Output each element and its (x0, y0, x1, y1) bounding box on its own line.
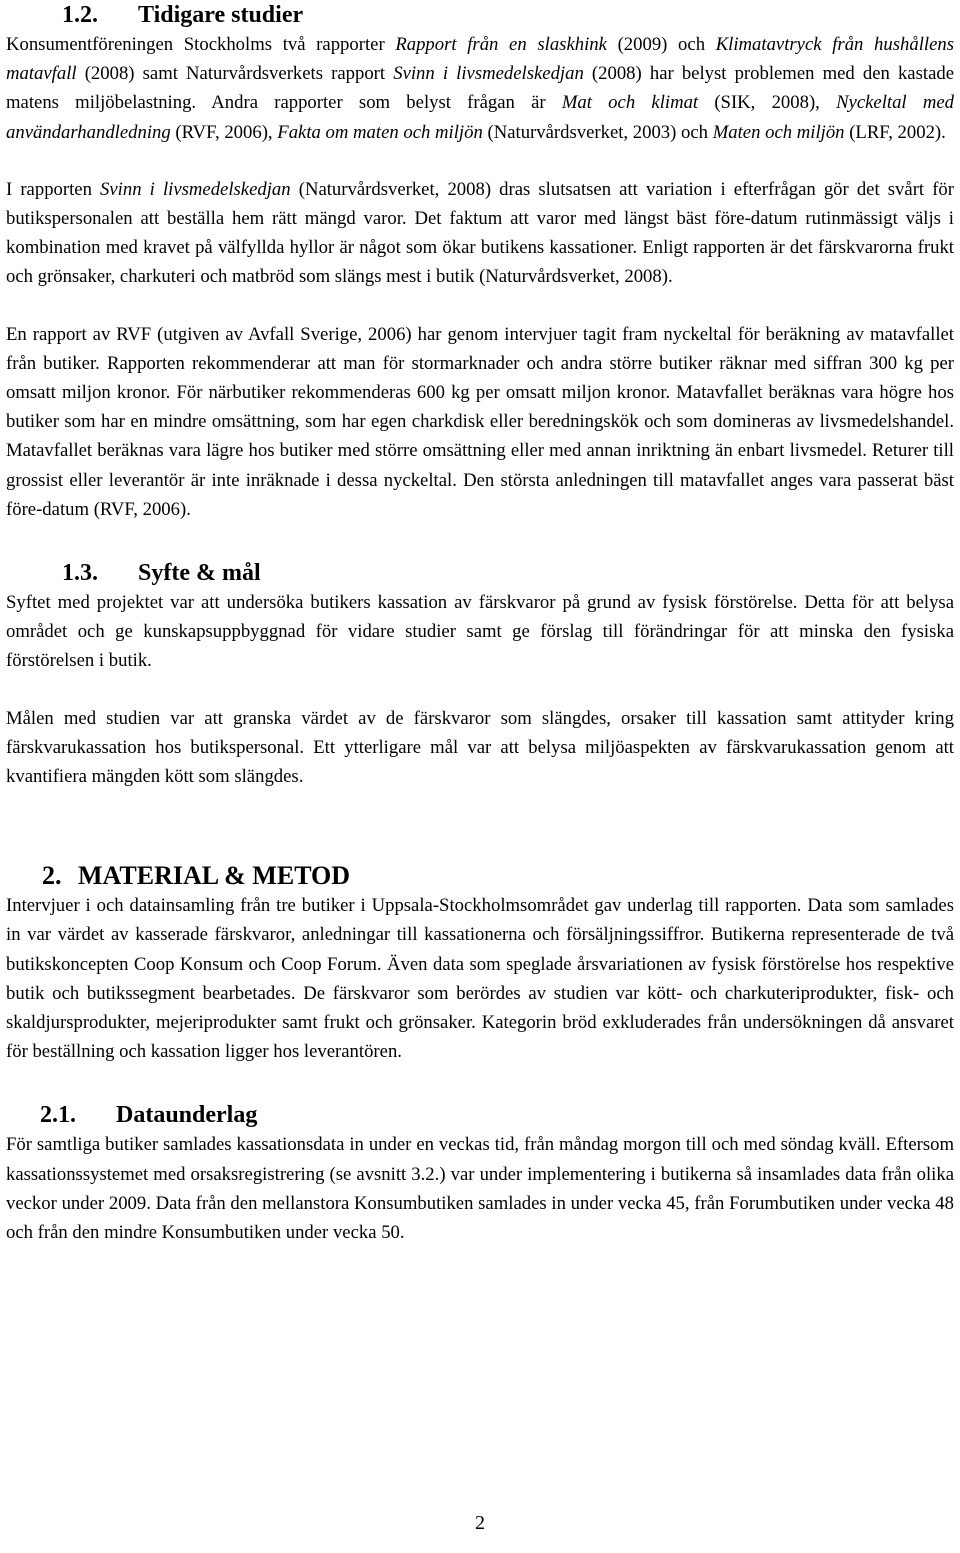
section-number: 2.1. (40, 1102, 76, 1129)
paragraph-2-a: Intervjuer i och datainsamling från tre butiker i Uppsala-Stockholmsområdet gav underlag till rapporten. Data som samlades in var värdet av kasserade färskvaror, anledningar till kassationerna och försäljningssiffror. Butikerna representerade de två butikskoncepten Coop Konsum och Coop Forum. Även data som speglade årsvariationen av fysisk förstörelse hos respektive butik och butikssegment bearbetades. De färskvaror som berördes av studien var kött- och charkuteriprodukter, fisk- och skaldjursprodukter, mejeriprodukter samt frukt och grönsaker. Kategorin bröd exkluderades från undersökningen då ansvaret för beställning och kassation ligger hos leverantören. (6, 895, 954, 1063)
italic-title: Rapport från en slaskhink (395, 34, 607, 55)
italic-title: Klimatavtryck från hushållens matavfall (6, 34, 954, 85)
section-number: 2. (42, 861, 62, 891)
section-number: 1.3. (62, 560, 98, 587)
paragraph-1-2-a: Konsumentföreningen Stockholms två rapporter Rapport från en slaskhink (2009) och Klimatavtryck från hushållens matavfall (2008) samt Naturvårdsverkets rapport Svinn i livsmedelskedjan (2008) har belyst problemen med den kastade matens miljöbelastning. Andra rapporter som belyst frågan är Mat och klimat (SIK, 2008), Nyckeltal med användarhandledning (RVF, 2006), Fakta om maten och miljön (Naturvårdsverket, 2003) och Maten och miljön (LRF, 2002). (6, 34, 954, 143)
section-heading-1-3 (6, 558, 954, 588)
paragraph-1-3-a: Syftet med projektet var att undersöka butikers kassation av färskvaror på grund av fysisk förstörelse. Detta för att belysa området och ge kunskapsuppbyggnad för vidare studier samt ge förslag till förändringar för att minska den fysiska förstörelsen i butik. (6, 592, 954, 672)
italic-title: Svinn i livsmedelskedjan (100, 178, 291, 200)
italic-title: Nyckeltal med användarhandledning (6, 92, 954, 143)
section-title: Dataunderlag (116, 1102, 258, 1129)
section-heading-1-2 (6, 0, 954, 30)
section-title: Syfte & mål (138, 560, 261, 587)
italic-title: Maten och miljön (712, 121, 845, 143)
paragraph-2-1-a: För samtliga butiker samlades kassationsdata in under en veckas tid, från måndag morgon till och med söndag kväll. Eftersom kassationssystemet med orsaksregistrering (se avsnitt 3.2.) var under implementering i butikerna så insamlades data från olika veckor under 2009. Data från den mellanstora Konsumbutiken samlades in under vecka 45, från Forumbutiken under vecka 48 och från den mindre Konsumbutiken under vecka 50. (6, 1134, 954, 1244)
section-heading-2 (6, 861, 954, 891)
italic-title: Svinn i livsmedelskedjan (393, 63, 584, 85)
paragraph-1-2-c: En rapport av RVF (utgiven av Avfall Sverige, 2006) har genom intervjuer tagit fram nyckeltal för beräkning av matavfallet från butiker. Rapporten rekommenderar att man för stormarknader och andra större butiker räknar med siffran 300 kg per omsatt miljon kronor. För närbutiker rekommenderas 600 kg per omsatt miljon kronor. Matavfallet beräknas vara högre hos butiker som har en mindre omsättning, som har egen charkdisk eller beredningskök och som domineras av livsmedelshandel. Matavfallet beräknas vara lägre hos butiker med större omsättning eller med annan inriktning än enbart livsmedel. Returer till grossist eller leverantör är inte inräknade i dessa nyckeltal. Den största anledningen till matavfallet anges vara passerat bäst före-datum (RVF, 2006). (6, 323, 954, 520)
section-title: MATERIAL & METOD (78, 861, 351, 891)
paragraph-1-3-b: Målen med studien var att granska värdet av de färskvaror som slängdes, orsaker till kassation samt attityder kring färskvarukassation hos butikspersonal. Ett ytterligare mål var att belysa miljöaspekten av färskvarukassation genom att kvantifiera mängden kött som slängdes. (6, 707, 954, 788)
page-number: 2 (475, 1512, 485, 1534)
section-title: Tidigare studier (138, 2, 304, 28)
section-heading-2-1 (6, 1100, 954, 1130)
paragraph-1-2-b: I rapporten Svinn i livsmedelskedjan (Naturvårdsverket, 2008) dras slutsatsen att variation i efterfrågan gör det svårt för butikspersonalen att beställa hem rätt mängd varor. Det faktum att varor med längst bäst före-datum rutinmässigt väljs i kombination med kravet på välfyllda hyllor är något som ökar butikens kassationer. Enligt rapporten är det färskvarorna frukt och grönsaker, charkuteri och matbröd som slängs mest i butik (Naturvårdsverket, 2008). (6, 178, 954, 288)
document-page (6, 0, 954, 1247)
section-number: 1.2. (62, 2, 98, 28)
italic-title: Mat och klimat (561, 92, 699, 114)
italic-title: Fakta om maten och miljön (277, 121, 483, 143)
